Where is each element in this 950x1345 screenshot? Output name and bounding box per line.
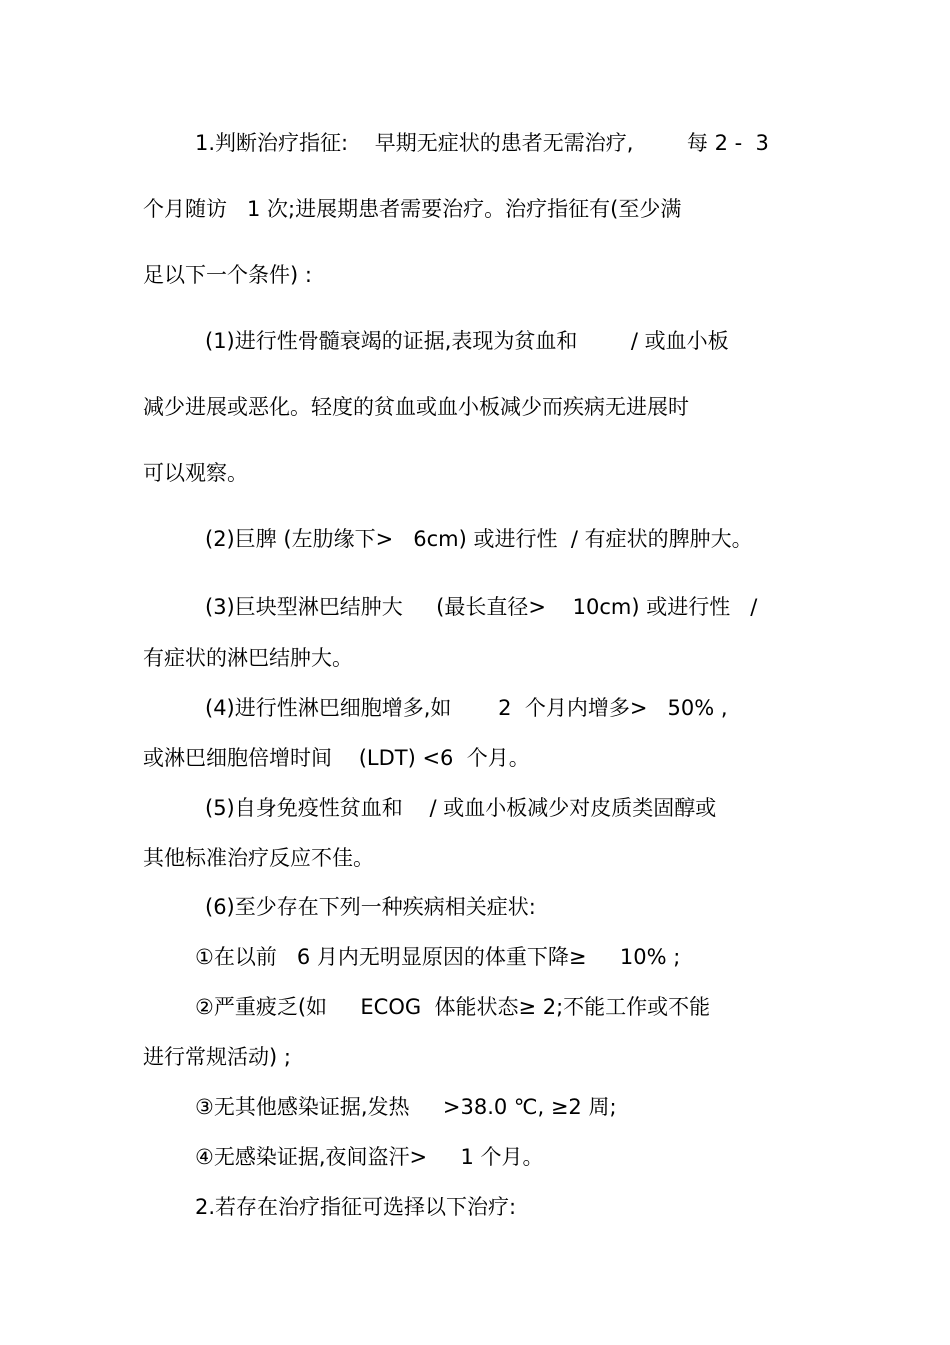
text-line-19: ④无感染证据,夜间盗汗> 1 个月。 — [195, 1145, 544, 1169]
text-line-3: 足以下一个条件) : — [143, 263, 312, 287]
text-line-15: ①在以前 6 月内无明显原因的体重下降≥ 10% ; — [195, 945, 681, 969]
text-line-13: 其他标准治疗反应不佳。 — [143, 846, 374, 870]
text-line-10: (4)进行性淋巴细胞增多,如 2 个月内增多> 50% , — [205, 696, 728, 720]
text-line-16: ②严重疲乏(如 ECOG 体能状态≥ 2;不能工作或不能 — [195, 995, 711, 1019]
text-line-18: ③无其他感染证据,发热 >38.0 ℃, ≥2 周; — [195, 1095, 617, 1119]
text-line-7: (2)巨脾 (左肋缘下> 6cm) 或进行性 / 有症状的脾肿大。 — [205, 527, 753, 551]
text-line-11: 或淋巴细胞倍增时间 (LDT) <6 个月。 — [143, 746, 530, 770]
text-line-12: (5)自身免疫性贫血和 / 或血小板减少对皮质类固醇或 — [205, 796, 717, 820]
text-line-6: 可以观察。 — [143, 461, 248, 485]
text-line-5: 减少进展或恶化。轻度的贫血或血小板减少而疾病无进展时 — [143, 395, 689, 419]
text-line-14: (6)至少存在下列一种疾病相关症状: — [205, 895, 536, 919]
text-line-2: 个月随访 1 次;进展期患者需要治疗。治疗指征有(至少满 — [143, 197, 682, 221]
text-line-9: 有症状的淋巴结肿大。 — [143, 646, 353, 670]
text-line-1: 1.判断治疗指征: 早期无症状的患者无需治疗, 每 2 - 3 — [195, 131, 769, 155]
text-line-20: 2.若存在治疗指征可选择以下治疗: — [195, 1195, 517, 1219]
text-line-4: (1)进行性骨髓衰竭的证据,表现为贫血和 / 或血小板 — [205, 329, 729, 353]
text-line-17: 进行常规活动) ; — [143, 1045, 291, 1069]
text-line-8: (3)巨块型淋巴结肿大 (最长直径> 10cm) 或进行性 / — [205, 595, 758, 619]
